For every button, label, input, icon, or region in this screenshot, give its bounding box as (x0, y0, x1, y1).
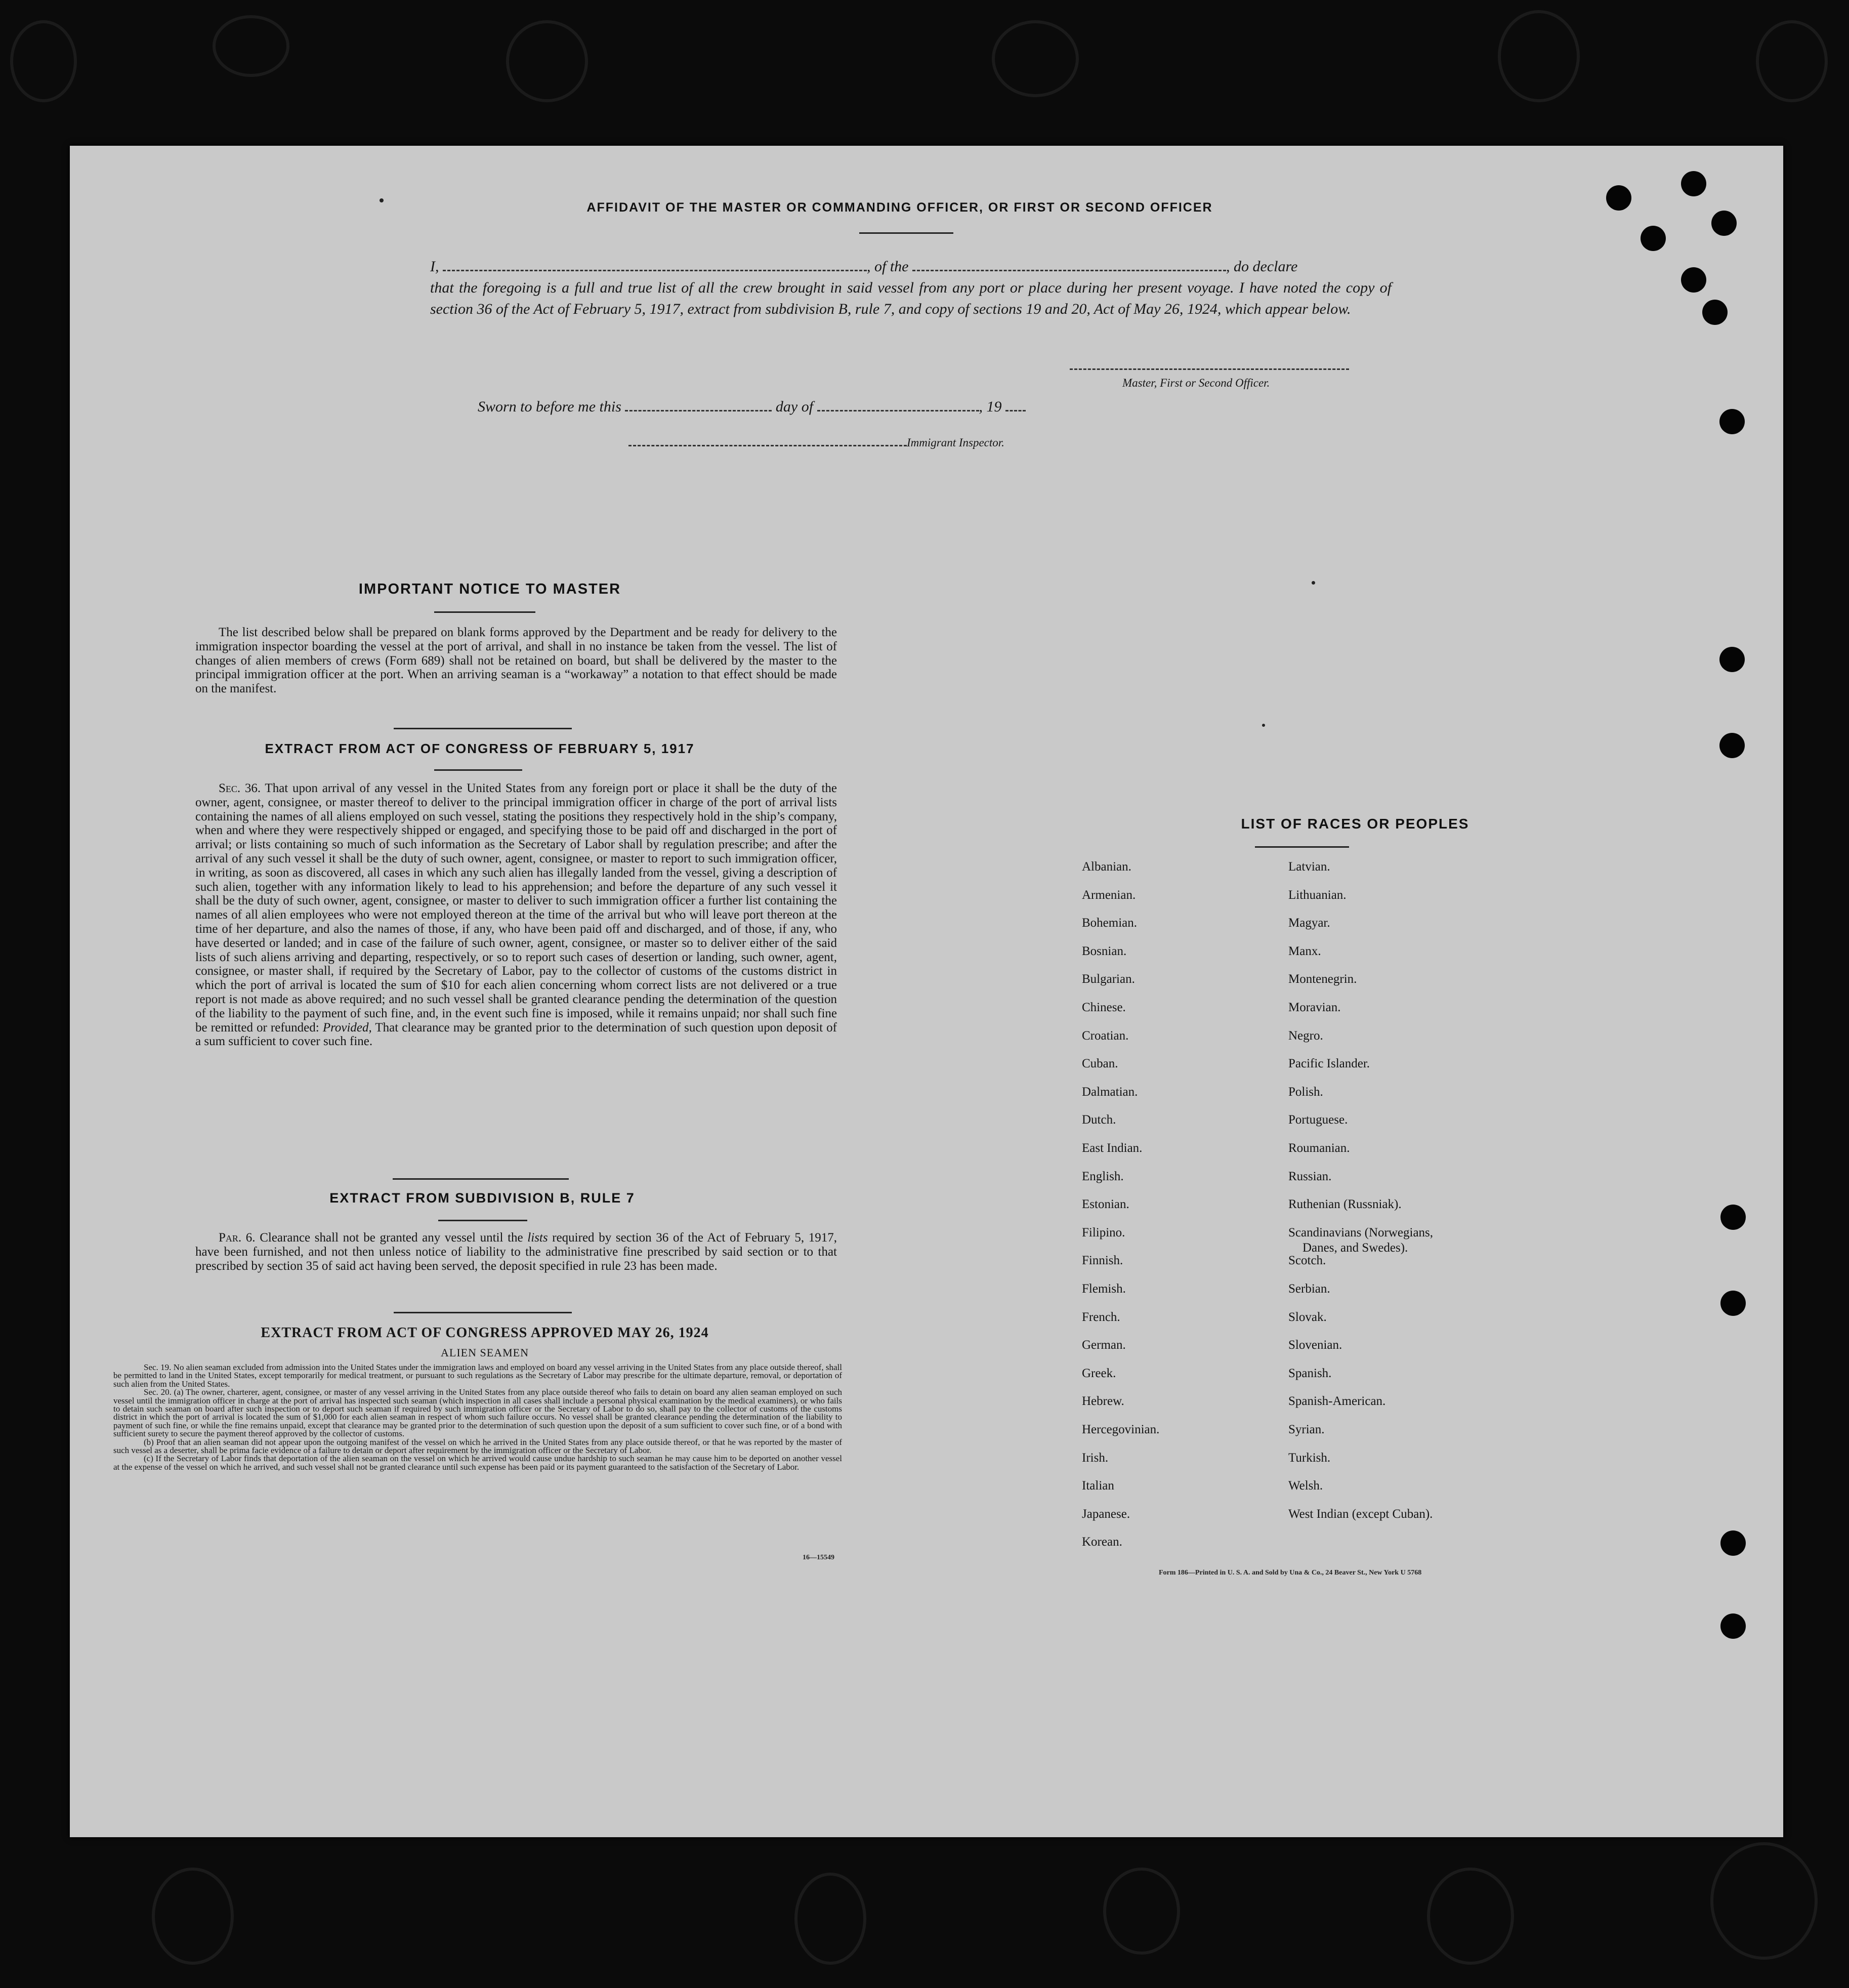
punch-hole (1720, 1530, 1746, 1556)
race-item-left: Dalmatian. (1082, 1085, 1138, 1099)
race-item-right: Syrian. (1288, 1423, 1325, 1436)
extract-1917-title: EXTRACT FROM ACT OF CONGRESS OF FEBRUARY 5, 1917 (265, 741, 695, 756)
name-blank[interactable] (443, 257, 867, 271)
race-item-left: Dutch. (1082, 1113, 1116, 1127)
film-artifact (794, 1873, 866, 1965)
sworn-day-of: day of (775, 398, 814, 415)
punch-hole (1720, 1291, 1746, 1316)
sworn-line (478, 397, 1026, 416)
punch-hole (1720, 1205, 1746, 1230)
film-artifact (1498, 10, 1580, 102)
race-item-right: Serbian. (1288, 1282, 1330, 1296)
extract-1917-text (195, 781, 837, 1049)
affidavit-statement: that the foregoing is a full and true list of all the crew brought in said vessel from any port or place during her present voyage. I have noted the copy of section 36 of the Act of February 5, 1917, extract from subdivision B, rule 7, and copy of sections 19 and 20, Act of May 26, 1924, which appear below. (430, 279, 1392, 317)
race-item-left: East Indian. (1082, 1141, 1143, 1155)
race-item-right: Turkish. (1288, 1451, 1331, 1465)
race-item-right: Slovak. (1288, 1310, 1327, 1324)
race-item-left: German. (1082, 1338, 1126, 1352)
film-artifact (10, 20, 77, 102)
punch-hole (1681, 171, 1706, 196)
race-item-left: Greek. (1082, 1366, 1116, 1380)
race-item-left: Croatian. (1082, 1028, 1129, 1043)
race-item-right: Moravian. (1288, 1001, 1341, 1014)
punch-hole (1641, 226, 1666, 251)
race-item-left: Chinese. (1082, 1001, 1126, 1014)
race-item-right: West Indian (except Cuban). (1288, 1507, 1433, 1521)
race-item-right: Spanish-American. (1288, 1394, 1386, 1409)
rule-7-title: EXTRACT FROM SUBDIVISION B, RULE 7 (329, 1190, 635, 1206)
inspector-line (628, 436, 1004, 449)
race-item-left: Estonian. (1082, 1197, 1129, 1212)
film-artifact (1756, 20, 1828, 102)
punch-hole (1719, 647, 1745, 672)
sworn-month-blank[interactable] (817, 397, 979, 411)
race-item-right: Scandinavians (Norwegians, (1288, 1225, 1434, 1239)
punch-hole (1606, 185, 1631, 211)
sec-20c-text: (c) If the Secretary of Labor finds that deportation of the alien seaman on the vessel on which he arrived would cause undue hardship to such seaman he may cause him to be deported on another vessel at the expense of the vessel on which he arrived, and such vessel shall not be granted clearance until such expense has been paid or its payment guaranteed to the satisfaction of the Secretary of Labor. (113, 1454, 842, 1472)
punch-hole (1702, 300, 1728, 325)
sworn-prefix: Sworn to before me this (478, 398, 621, 415)
race-item-left: Bohemian. (1082, 916, 1138, 930)
ink-speck (1312, 581, 1315, 585)
race-item-right: Roumanian. (1288, 1141, 1350, 1155)
race-item-left: Albanian. (1082, 860, 1131, 874)
races-rule (1255, 846, 1349, 848)
par-6-text-b: required by section 36 of the Act of February 5, 1917, have been furnished, and not then unless notice of liability to the administrative fine prescribed by said section or to that prescribed by section 35 of said act having been served, the deposit specified in rule 23 has been made. (195, 1231, 837, 1273)
race-item-right: Polish. (1288, 1085, 1323, 1099)
film-artifact (1427, 1868, 1514, 1965)
par-6-text-a: Clearance shall not be granted any vessel until the (260, 1231, 523, 1245)
race-item-left: Flemish. (1082, 1282, 1126, 1296)
race-item-right: Pacific Islander. (1288, 1057, 1370, 1071)
sec-36-label: Sec. 36. (219, 781, 261, 795)
sec-20b-text: (b) Proof that an alien seaman did not appear upon the outgoing manifest of the vessel on which he arrived in the United States from any place outside thereof, or that he was reported by the master of such vessel as a deserter, shall be prima facie evidence of a failure to detain or deport after requirement by the immigration officer or the Secretary of Labor. (113, 1437, 842, 1456)
race-item-right: Slovenian. (1288, 1338, 1342, 1352)
race-item-left: Bulgarian. (1082, 972, 1135, 986)
race-item-left: Hercegovinian. (1082, 1423, 1160, 1436)
race-item-left: Italian (1082, 1479, 1114, 1493)
race-item-left: Korean. (1082, 1535, 1122, 1549)
race-item-right: Latvian. (1288, 860, 1330, 874)
race-item-right: Welsh. (1288, 1479, 1323, 1493)
sworn-day-blank[interactable] (625, 397, 772, 411)
film-artifact (1710, 1842, 1818, 1960)
notice-paragraph: The list described below shall be prepared on blank forms approved by the Department and be ready for delivery to the immigration inspector boarding the vessel at the port of arrival, and shall in no instance be taken from the vessel. The list of changes of alien members of crews (Form 689) shall not be retained on board, but shall be delivered by the master to the principal immigration officer at the port. When an arriving seaman is a “workaway” a notation to that effect should be made on the manifest. (195, 626, 837, 696)
race-item-right: Ruthenian (Russniak). (1288, 1197, 1402, 1212)
film-artifact (1103, 1868, 1180, 1955)
races-title: LIST OF RACES OR PEOPLES (1241, 816, 1469, 832)
section-rule (394, 728, 572, 729)
film-artifact (152, 1868, 234, 1965)
inspector-caption: Immigrant Inspector. (907, 436, 1004, 449)
race-item-left: Japanese. (1082, 1507, 1130, 1521)
punch-hole (1720, 1613, 1746, 1639)
vessel-blank[interactable] (912, 257, 1226, 271)
race-item-left: Hebrew. (1082, 1394, 1124, 1409)
master-signature-blank[interactable] (1070, 368, 1349, 370)
film-artifact (506, 20, 588, 102)
form-number: 16—15549 (803, 1554, 834, 1561)
sec-36-tail: That clearance may be granted prior to the determination of such question upon deposit of a sum sufficient to cover such fine. (195, 1020, 837, 1049)
ink-speck (380, 198, 384, 202)
punch-hole (1719, 409, 1745, 434)
section-rule (394, 1312, 572, 1313)
printer-line: Form 186—Printed in U. S. A. and Sold by Una & Co., 24 Beaver St., New York U 5768 (1159, 1569, 1422, 1577)
race-item-right: Lithuanian. (1288, 888, 1347, 902)
title-rule (859, 232, 953, 234)
race-item-right: Manx. (1288, 944, 1321, 958)
sworn-year-blank[interactable] (1005, 397, 1026, 411)
extract-1924-title: EXTRACT FROM ACT OF CONGRESS APPROVED MAY 26, 1924 (261, 1325, 709, 1341)
extract-1917-rule (434, 769, 522, 771)
notice-text (195, 626, 837, 696)
race-item-left: French. (1082, 1310, 1120, 1324)
race-item-left: Irish. (1082, 1451, 1109, 1465)
alien-seamen-subtitle: ALIEN SEAMEN (441, 1346, 529, 1359)
race-item-right: Magyar. (1288, 916, 1330, 930)
punch-hole (1719, 733, 1745, 758)
race-item-left: Finnish. (1082, 1254, 1123, 1268)
par-6-label: Par. 6. (219, 1231, 256, 1245)
film-artifact (213, 15, 289, 77)
race-item-right: Montenegrin. (1288, 972, 1357, 986)
race-item-right: Spanish. (1288, 1366, 1332, 1380)
document-page (70, 146, 1783, 1837)
race-item-right: Russian. (1288, 1169, 1332, 1183)
sec-20a-text: Sec. 20. (a) The owner, charterer, agent, consignee, or master of any vessel arriving in the United States from any place outside thereof who fails to detain on board any alien seaman employed on such vessel until the immigration officer in charge at the port of arrival has inspected such seaman (which inspection in all cases shall include a personal physical examination by the medical examiners), or who fails to detain such seaman on board after such inspection or to deport such seaman if required by such immigration officer or the Secretary of Labor to do so, shall pay to the collector of customs of the customs district in which the port of arrival is located the sum of $1,000 for each alien seaman in respect of whom such failure occurs. No vessel shall be granted clearance pending the determination of the liability to payment of such fine, or while the fine remains unpaid, except that clearance may be granted prior to the determination of such question upon the deposit of a sum sufficient to cover such fine, or of a bond with sufficient surety to secure the payment thereof approved by the collector of customs. (113, 1387, 842, 1439)
film-artifact (992, 20, 1079, 97)
sec-36-text: That upon arrival of any vessel in the United States from any foreign port or place it shall be the duty of the owner, agent, consignee, or master thereof to deliver to the principal immigration officer in charge of the port of arrival lists containing the names of all aliens employed on such vessel, stating the positions they respectively hold in the ship’s company, when and where they were respectively shipped or engaged, and specifying those to be paid off and discharged in the port of arrival; or lists containing so much of such information as the Secretary of Labor shall by regulation prescribe; and after the arrival of any such vessel it shall be the duty of such owner, agent, consignee, or master to report to such immigration officer, in writing, as soon as discovered, all cases in which any such alien has illegally landed from the vessel, giving a description of such alien, together with any information likely to lead to his apprehension; and before the departure of any such vessel it shall be the duty of such owner, agent, consignee, or master to deliver to such immigration officer a further list containing the names of all alien employees who were not employed thereon at the time of the arrival but who will leave port thereon at the time of her departure, and also the names of those, if any, who have been paid off and discharged, and of those, if any, who have deserted or landed; and in case of the failure of such owner, agent, consignee, or master so to deliver either of the said lists of such aliens arriving and departing, respectively, or so to report such cases of desertion or landing, such owner, agent, consignee, or master shall, if required by the Secretary of Labor, pay to the collector of customs of the customs district in which the port of arrival is located the sum of $10 for each alien concerning whom correct lists are not delivered or a true report is not made as above required; and no such vessel shall be granted clearance pending the determination of the question of the liability to the payment of such fine, and, in the event such fine is imposed, while it remains unpaid; nor shall such fine be remitted or refunded: (195, 781, 837, 1034)
inspector-signature-blank[interactable] (628, 438, 907, 446)
race-item-right: Danes, and Swedes). (1302, 1240, 1408, 1255)
provided-word: Provided, (322, 1020, 372, 1034)
race-item-left: Filipino. (1082, 1225, 1125, 1239)
race-item-left: Cuban. (1082, 1057, 1118, 1071)
race-item-left: Armenian. (1082, 888, 1136, 902)
punch-hole (1681, 267, 1706, 293)
affidavit-i-label: I, (430, 258, 439, 275)
race-item-right: Portuguese. (1288, 1113, 1348, 1127)
sworn-year: , 19 (979, 398, 1002, 415)
affidavit-body (430, 256, 1392, 320)
notice-rule (434, 611, 535, 613)
affidavit-title: AFFIDAVIT OF THE MASTER OR COMMANDING OFFICER, OR FIRST OR SECOND OFFICER (586, 200, 1213, 215)
extract-1924-text (113, 1363, 842, 1471)
lists-word: lists (527, 1231, 548, 1245)
affidavit-declare-label: , do declare (1226, 258, 1298, 275)
sec-19-text: Sec. 19. No alien seaman excluded from admission into the United States under the immigration laws and employed on board any vessel arriving in the United States from any place outside thereof, shall be permitted to land in the United States, except temporarily for medical treatment, or pursuant to such regulations as the Secretary of Labor may prescribe for the ultimate departure, removal, or deportation of such alien from the United States. (113, 1362, 842, 1389)
punch-hole (1711, 211, 1737, 236)
affidavit-of-the-label: , of the (867, 258, 909, 275)
section-rule (393, 1178, 569, 1180)
master-caption: Master, First or Second Officer. (1122, 377, 1270, 389)
race-item-right: Negro. (1288, 1028, 1323, 1043)
rule-7-text (195, 1231, 837, 1273)
race-item-left: English. (1082, 1169, 1124, 1183)
notice-title: IMPORTANT NOTICE TO MASTER (358, 581, 621, 597)
race-item-left: Bosnian. (1082, 944, 1127, 958)
ink-speck (1262, 724, 1265, 727)
race-item-right: Scotch. (1288, 1254, 1326, 1268)
rule-7-rule (438, 1220, 527, 1221)
